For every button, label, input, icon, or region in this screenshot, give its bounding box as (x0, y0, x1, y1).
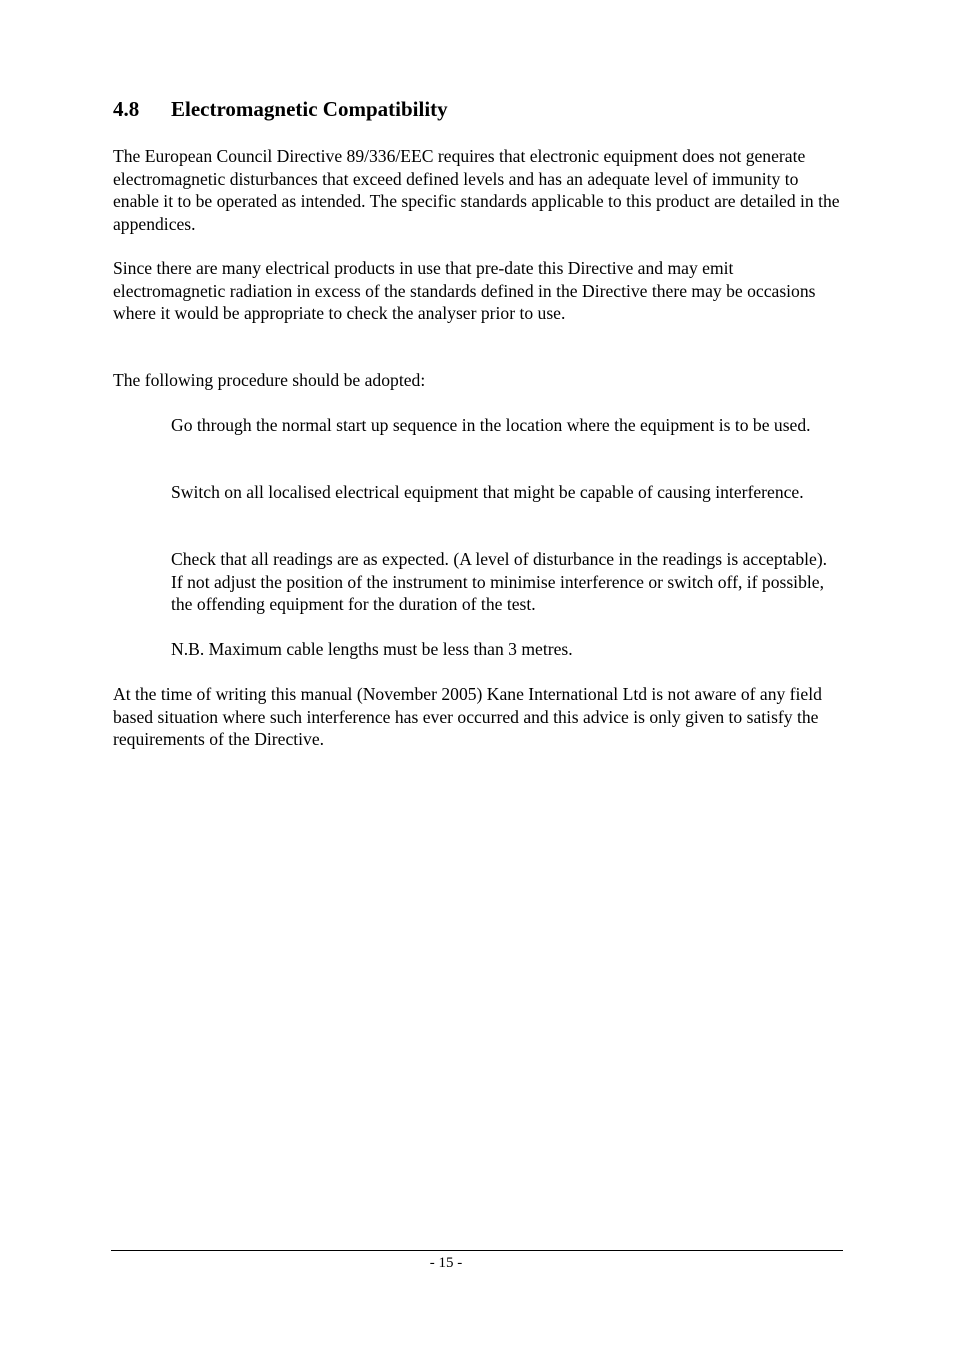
procedure-note: N.B. Maximum cable lengths must be less than 3 metres. (171, 639, 573, 659)
section-title: Electromagnetic Compatibility (171, 97, 448, 121)
pre-date-paragraph: Since there are many electrical products in use that pre-date this Directive and may emit electromagnetic radiation in excess of the standards defined in the Directive there may be occasions where it would be appropriate to check the analyser prior to use. (113, 258, 816, 323)
section-number: 4.8 (113, 97, 140, 121)
closing-paragraph: At the time of writing this manual (November 2005) Kane International Ltd is not aware of any field based situation where such interference has ever occurred and this advice is only given to satisfy the requirements of the Directive. (113, 684, 822, 749)
procedure-step: Go through the normal start up sequence in the location where the equipment is to be used. (171, 415, 811, 435)
procedure-intro: The following procedure should be adopted: (113, 370, 426, 390)
section-heading (113, 96, 448, 122)
directive-paragraph: The European Council Directive 89/336/EEC requires that electronic equipment does not generate electromagnetic disturbances that exceed defined levels and has an adequate level of immunity to enable it to be operated as intended. The specific standards applicable to this product are detailed in the appendices. (113, 146, 840, 234)
footer-divider (111, 1250, 843, 1251)
procedure-step: Check that all readings are as expected. (A level of disturbance in the readings is acceptable). If not adjust the position of the instrument to minimise interference or switch off, if possible, the offending equipment for the duration of the test. (171, 549, 828, 614)
procedure-step: Switch on all localised electrical equipment that might be capable of causing interference. (171, 482, 804, 502)
page-number: - 15 - (429, 1255, 463, 1271)
